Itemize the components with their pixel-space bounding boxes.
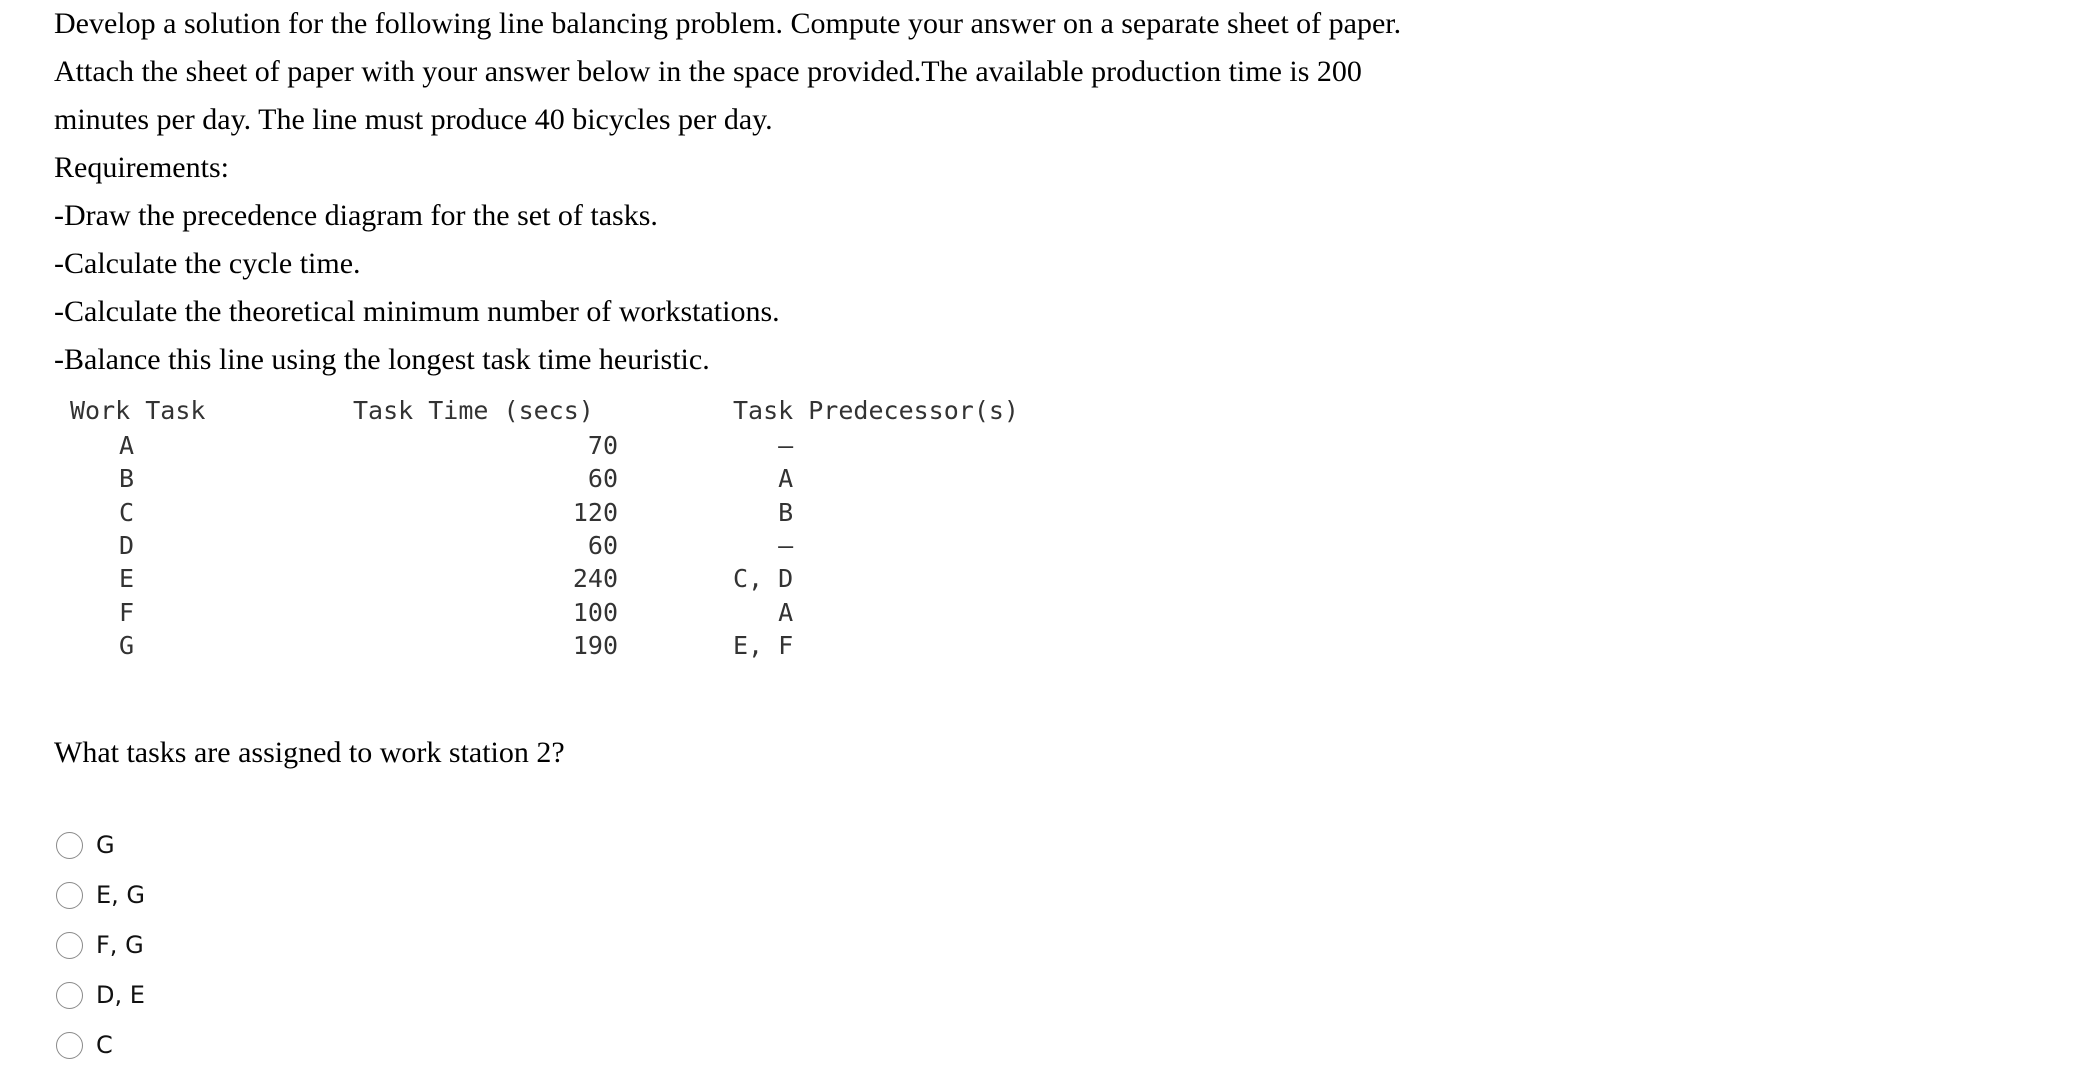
table-row xyxy=(70,529,1053,562)
requirement-item: -Calculate the theoretical minimum number of workstations. xyxy=(54,295,780,328)
option-label: D, E xyxy=(96,981,145,1009)
question-text xyxy=(54,0,1654,384)
cell-task: E xyxy=(118,564,135,594)
cell-task: A xyxy=(118,431,135,461)
requirement-item: -Balance this line using the longest task time heuristic. xyxy=(54,343,710,376)
table-row xyxy=(70,629,1053,662)
answer-option[interactable] xyxy=(56,970,145,1020)
cell-task: D xyxy=(118,531,135,561)
requirement-item: -Calculate the cycle time. xyxy=(54,247,361,280)
radio-button[interactable] xyxy=(56,832,83,859)
question-line: Develop a solution for the following line balancing problem. Compute your answer on a separate sheet of paper. xyxy=(54,7,1402,40)
cell-time: 100 xyxy=(572,597,618,627)
cell-predecessors: – xyxy=(778,531,794,561)
cell-predecessors: C, D xyxy=(733,564,794,594)
cell-time: 60 xyxy=(587,531,618,561)
cell-time: 60 xyxy=(587,464,618,494)
table-row xyxy=(70,562,1053,595)
radio-button[interactable] xyxy=(56,982,83,1009)
header-task-time: Task Time (secs) xyxy=(353,395,594,425)
cell-task: C xyxy=(118,497,135,527)
header-predecessors: Task Predecessor(s) xyxy=(733,395,1019,425)
answer-option[interactable] xyxy=(56,1020,145,1070)
cell-time: 190 xyxy=(572,630,618,660)
option-label: E, G xyxy=(96,881,146,909)
table-row xyxy=(70,462,1053,495)
radio-button[interactable] xyxy=(56,882,83,909)
radio-button[interactable] xyxy=(56,1032,83,1059)
cell-predecessors: A xyxy=(778,597,794,627)
table-row xyxy=(70,595,1053,628)
requirement-item: -Draw the precedence diagram for the set of tasks. xyxy=(54,199,658,232)
answer-option[interactable] xyxy=(56,870,145,920)
radio-button[interactable] xyxy=(56,932,83,959)
question-line: Attach the sheet of paper with your answer below in the space provided.The available production time is 200 xyxy=(54,55,1362,88)
cell-predecessors: – xyxy=(778,431,794,461)
table-header-row xyxy=(70,391,1053,429)
answer-option[interactable] xyxy=(56,820,145,870)
answer-options xyxy=(56,820,145,1070)
table-row xyxy=(70,429,1053,462)
cell-predecessors: E, F xyxy=(733,630,794,660)
cell-predecessors: A xyxy=(778,464,794,494)
cell-task: F xyxy=(118,597,135,627)
question-line: minutes per day. The line must produce 40 bicycles per day. xyxy=(54,103,773,136)
option-label: C xyxy=(96,1031,113,1059)
cell-time: 240 xyxy=(572,564,618,594)
cell-task: G xyxy=(118,630,135,660)
cell-time: 70 xyxy=(587,431,618,461)
header-work-task: Work Task xyxy=(70,395,206,425)
task-table xyxy=(70,391,1053,662)
question-prompt: What tasks are assigned to work station 2? xyxy=(54,736,565,769)
answer-option[interactable] xyxy=(56,920,145,970)
table-row xyxy=(70,496,1053,529)
option-label: G xyxy=(96,831,115,859)
option-label: F, G xyxy=(96,931,144,959)
cell-predecessors: B xyxy=(778,497,794,527)
requirements-heading: Requirements: xyxy=(54,151,229,184)
cell-time: 120 xyxy=(572,497,618,527)
cell-task: B xyxy=(118,464,135,494)
